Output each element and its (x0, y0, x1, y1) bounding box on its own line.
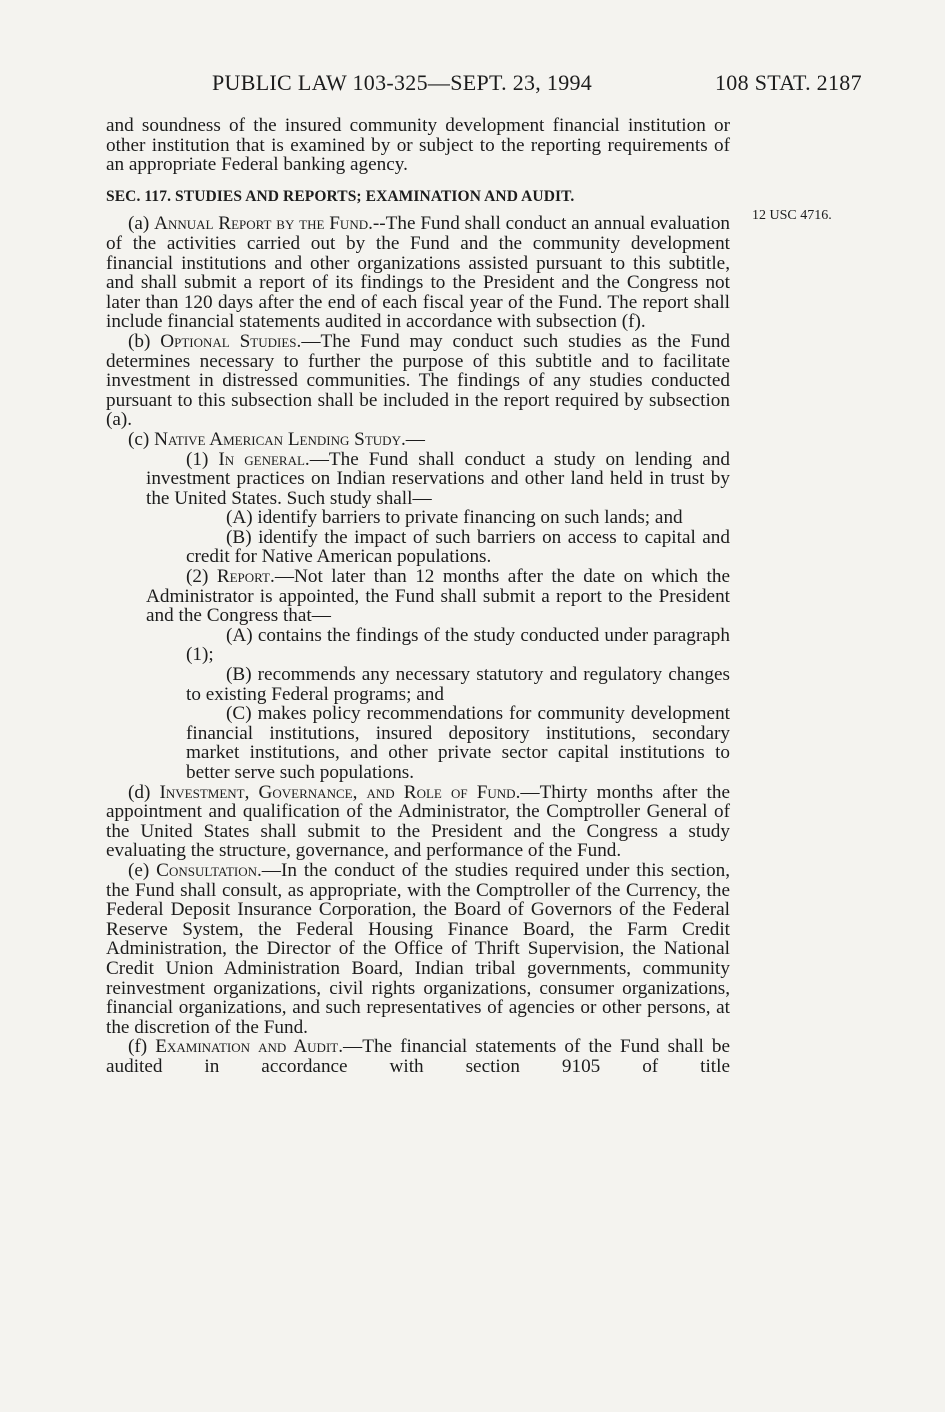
statute-page-number: 108 STAT. 2187 (715, 70, 862, 95)
page-header (0, 70, 945, 100)
subsection-d: (d) Investment, Governance, and Role of Fund.—Thirty months after the appointment and qualification of the Administrator, the Comptroller General of the United States shall submit to the President and the Congress a study evaluating the structure, governance, and performance of the Fund. (106, 781, 730, 862)
subsection-f-heading: Examination and Audit. (155, 1036, 344, 1058)
paragraph-c1-heading: In general. (218, 448, 310, 470)
margin-citation: 12 USC 4716. (752, 208, 832, 223)
subparagraph-c2-C: (C) makes policy recommendations for community development financial institutions, insured depository institutions, secondary market institutions, and other private sector capital institutions to better serve such populations. (186, 703, 730, 783)
subparagraph-c2-B: (B) recommends any necessary statutory and regulatory changes to existing Federal programs; and (186, 664, 730, 705)
subsection-e-heading: Consultation. (156, 859, 262, 881)
subparagraph-c1-B: (B) identify the impact of such barriers on access to capital and credit for Native American populations. (186, 526, 730, 568)
subsection-b: (b) Optional Studies.—The Fund may conduct such studies as the Fund determines necessary to further the purpose of this subtitle and to facilitate investment in distressed communities. The findings of any studies conducted pursuant to this subsection shall be included in the report required by subsection (a). (106, 330, 731, 431)
subsection-b-heading: Optional Studies. (160, 330, 302, 352)
continuation-paragraph: and soundness of the insured community development financial institution or other institution that is examined by or subject to the reporting requirements of an appropriate Federal banking agency. (106, 115, 730, 176)
section-heading: SEC. 117. STUDIES AND REPORTS; EXAMINATION AND AUDIT. (106, 187, 575, 205)
subsection-e: (e) Consultation.—In the conduct of the studies required under this section, the Fund shall consult, as appropriate, with the Comptroller of the Currency, the Federal Deposit Insurance Corporation, the Board of Governors of the Federal Reserve System, the Federal Housing Finance Board, the Farm Credit Administration, the Director of the Office of Thrift Supervision, the National Credit Union Administration Board, Indian tribal governments, community reinvestment organizations, civil rights organizations, consumer organizations, financial organizations, and such representatives of agencies or other persons, at the discretion of the Fund. (106, 859, 731, 1038)
subsection-a-heading: Annual Report by the Fund. (154, 213, 373, 235)
paragraph-c2: (2) Report.—Not later than 12 months after the date on which the Administrator is appointed, the Fund shall submit a report to the President and the Congress that— (146, 566, 730, 627)
subsection-a: (a) Annual Report by the Fund.--The Fund shall conduct an annual evaluation of the activities carried out by the Fund and the community development financial institutions and other organizations assisted pursuant to this subtitle, and shall submit a report of its findings to the President and the Congress not later than 120 days after the end of each fiscal year of the Fund. The report shall include financial statements audited in accordance with subsection (f). (106, 213, 731, 333)
statute-body (106, 116, 730, 1077)
subsection-f: (f) Examination and Audit.—The financial statements of the Fund shall be audited in accordance with section 9105 of title (106, 1036, 731, 1077)
paragraph-c1: (1) In general.—The Fund shall conduct a study on lending and investment practices on Indian reservations and other land held in trust by the United States. Such study shall— (146, 448, 731, 509)
paragraph-c2-heading: Report. (216, 566, 275, 588)
subparagraph-c1-A: (A) identify barriers to private financing on such lands; and (226, 507, 683, 529)
subparagraph-c2-A: (A) contains the findings of the study conducted under paragraph (1); (186, 624, 730, 666)
subsection-c-heading: Native American Lending Study. (154, 428, 406, 450)
subsection-d-heading: Investment, Governance, and Role of Fund. (159, 781, 521, 803)
subsection-c: (c) Native American Lending Study.— (128, 428, 425, 450)
running-head: PUBLIC LAW 103-325—SEPT. 23, 1994 (212, 70, 593, 95)
